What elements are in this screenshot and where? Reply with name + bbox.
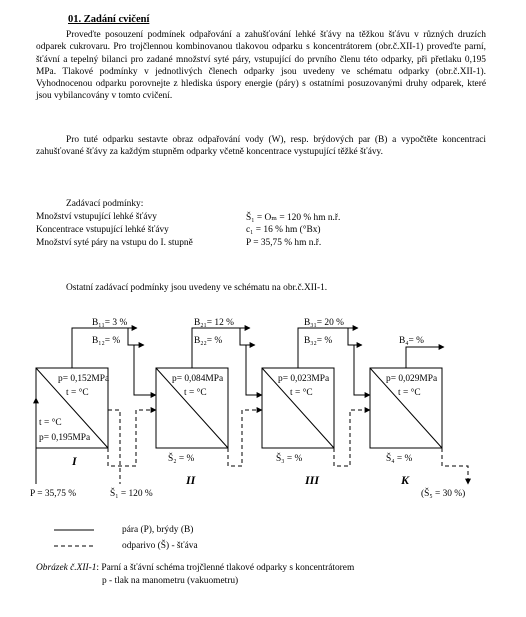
bleed-b4-label: B₄= % [399,336,424,346]
juice-inlet-line [108,410,120,484]
body-2-pressure: p= 0,084MPa [172,374,224,384]
bleed-b31-label: B₃₁= 20 % [304,318,344,328]
steam-temperature: t = °C [39,418,62,428]
juice-line-2-to-3 [228,410,262,466]
juice-line-1-to-2 [108,410,156,466]
vapour-b4-outlet [406,347,444,368]
vapour-to-body-2 [128,328,156,395]
condition-value: P = 35,75 % hm n.ř. [246,238,322,248]
section-heading: 01. Zadání cvičení [68,14,150,25]
figure-caption-text: : Parní a šťávní schéma trojčlenné tlakové odparky s koncentrátorem [96,563,355,573]
outlet-juice-label: (Š₅ = 30 %) [421,489,466,499]
body-1-temperature: t = °C [66,388,89,398]
juice-outlet-line [442,448,468,484]
inlet-juice-label: Š₁ = 120 % [110,489,153,499]
juice-s2-label: Š₂ = % [168,454,195,464]
vapour-line-1 [72,328,128,368]
condition-label: Množství vstupující lehké šťávy [36,212,157,222]
juice-line-3-to-k [334,410,370,466]
other-conditions-note: Ostatní zadávací podmínky jsou uvedeny ve schématu na obr.č.XII-1. [66,283,328,293]
bleed-b21-label: B₂₁= 12 % [194,318,234,328]
inlet-steam-label: P = 35,75 % [30,489,77,499]
concentrator-temperature: t = °C [398,388,421,398]
bleed-b12-label: B₁₂= % [92,336,121,346]
body-2-temperature: t = °C [184,388,207,398]
condition-label: Koncentrace vstupující lehké šťávy [36,225,169,235]
body-1-pressure: p= 0,152MPa [58,374,110,384]
body-3-temperature: t = °C [290,388,313,398]
body-3-pressure: p= 0,023MPa [278,374,330,384]
bleed-b32-label: B₃₂= % [304,336,333,346]
vapour-line-2 [192,328,240,368]
legend-steam-text: pára (P), brýdy (B) [122,525,194,535]
stage-label-3: III [305,473,320,487]
juice-s3-label: Š₃ = % [276,454,303,464]
condition-value: Š₁ = Oₘ = 120 % hm n.ř. [246,213,341,223]
legend-juice-text: odparivo (Š) - šťáva [122,541,198,551]
vapour-to-body-3 [240,328,262,395]
stage-label-k: K [401,473,410,487]
stage-label-1: I [72,454,77,468]
vapour-to-concentrator [348,328,370,395]
paragraph-2-text: Pro tuté odparku sestavte obraz odpařování vody (W), resp. brýdových par (B) a vypočtěte koncentraci zahušťované šťávy za každým stupněm odparky včetně koncentrace vystupující těžké šťávy. [36,135,486,158]
condition-label: Množství syté páry na vstupu do I. stupně [36,238,193,248]
condition-value: c₁ = 16 % hm (°Bx) [246,225,321,235]
figure-caption-note: p - tlak na manometru (vakuometru) [102,576,239,586]
stage-label-2: II [186,473,196,487]
figure-caption-label: Obrázek č.XII-1 [36,563,97,573]
paragraph-1-text: Proveďte posouzení podmínek odpařování a zahušťování lehké šťávy na těžkou šťávu v různých druzích odparek cukrovaru. Pro trojčlennou kombinovanou tlakovou odparku s koncentrátorem (obr.č.XII-1) proveďte parní, šťávní a tepelný bilanci pro zadané množství syté páry, vstupující do prvního členu této odparky, při přetlaku 0,195 MPa. Tlakové podmínky v jednotlivých členech odparky jsou uvedeny ve schématu odparky (obr.č.XII-1). Vyhodnocenou odparku porovnejte z hlediska úspory energie (páry) s ostatními posuzovanými druhy odparek, které jsou vybilancovány v tomto cvičení. [36,30,486,102]
steam-pressure: p= 0,195MPa [39,433,91,443]
juice-s4-label: Š₄ = % [386,454,413,464]
bleed-b11-label: B₁₁= 3 % [92,318,128,328]
bleed-b22-label: B₂₂= % [194,336,223,346]
vapour-line-3 [298,328,348,368]
conditions-title: Zadávací podmínky: [66,199,144,209]
concentrator-pressure: p= 0,029MPa [386,374,438,384]
figure-caption [36,563,354,573]
